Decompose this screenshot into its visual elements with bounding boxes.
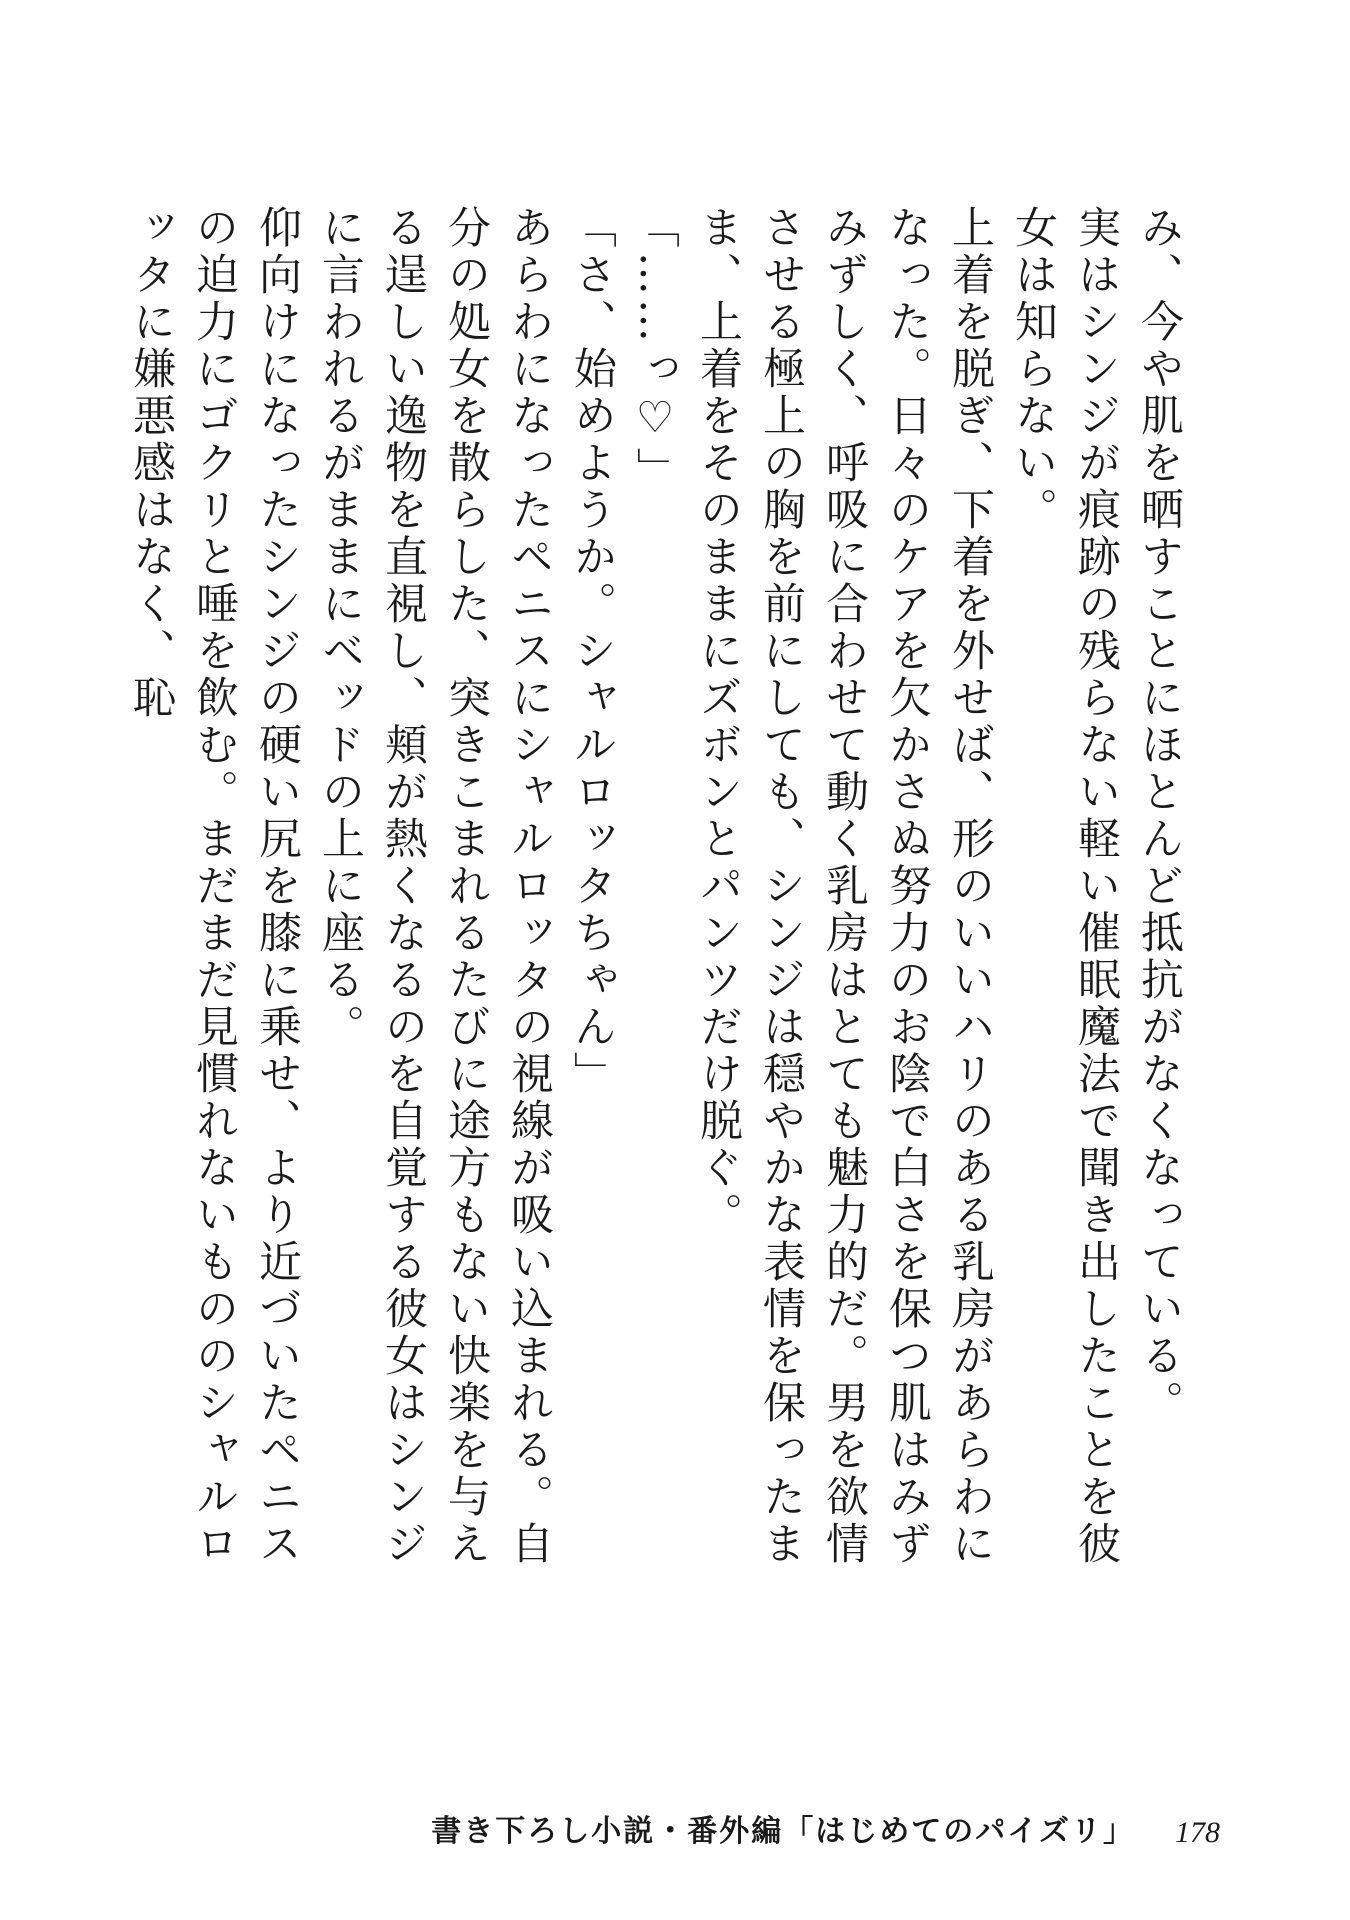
paragraph: 「さ、始めようか。シャルロッタちゃん」 [567,205,617,1098]
body-text [70,205,1190,1595]
page-number: 178 [1175,1816,1220,1849]
page-footer [431,1790,1220,1850]
paragraph: み、今や肌を晒すことにほとんど抵抗がなくなっている。 [1134,205,1184,1427]
paragraph: 上着を脱ぎ、下着を外せば、形のいいハリのある乳房があらわになった。日々のケアを欠かさぬ努力のお陰で白さを保つ肌はみずみずしく、呼吸に合わせて動く乳房はとても魅力的だ。男を欲情させる極上の胸を前にしても、シンジは穏やかな表情を保ったまま、上着をそのままにズボンとパンツだけ脱ぐ。 [693,205,995,1568]
paragraph: 実はシンジが痕跡の残らない軽い催眠魔法で聞き出したことを彼女は知らない。 [1008,205,1121,1568]
paragraph: 仰向けになったシンジの硬い尻を膝に乗せ、より近づいたペニスの迫力にゴクリと唾を飲む。まだまだ見慣れないもののシャルロッタに嫌悪感はなく、恥 [126,205,302,1568]
paragraph: 「……っ♡」 [630,205,680,494]
running-head: 書き下ろし小説・番外編「はじめてのパイズリ」 [431,1814,1135,1849]
paragraph: あらわになったペニスにシャルロッタの視線が吸い込まれる。自分の処女を散らした、突きこまれるたびに途方もない快楽を与える逞しい逸物を直視し、頬が熱くなるのを自覚する彼女はシンジに言われるがままにベッドの上に座る。 [315,205,554,1568]
